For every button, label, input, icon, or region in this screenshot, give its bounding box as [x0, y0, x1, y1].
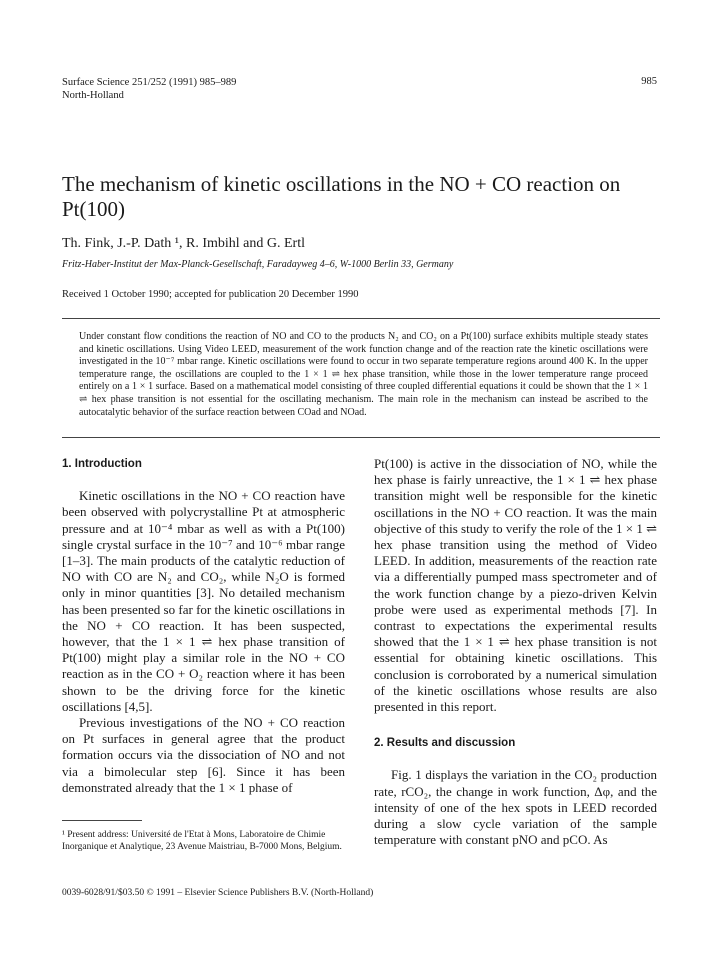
article-title: The mechanism of kinetic oscillations in the NO + CO reaction on Pt(100) — [62, 172, 621, 221]
column-left — [62, 456, 345, 796]
abstract-top-rule — [62, 318, 660, 319]
page-number: 985 — [641, 76, 657, 87]
paragraph: Kinetic oscillations in the NO + CO reaction have been observed with polycrystalline Pt at atmospheric pressure and at 10⁻⁴ mbar as well as with a Pt(100) single crystal surface in the 10⁻⁷ and 10⁻⁶ mbar range [1–3]. The main products of the catalytic reduction of NO with CO are N₂ and CO₂, while N₂O is formed only in minor quantities [3]. No detailed mechanism has been presented so far for the kinetic oscillations in the NO + CO reaction. It has been suspected, however, that the 1 × 1 ⇌ hex phase transition of Pt(100) might play a similar role in the NO + CO reaction as in the CO + O₂ reaction where it has been shown to be the driving force for the kinetic oscillations [4,5]. — [62, 488, 345, 714]
author-list: Th. Fink, J.-P. Dath ¹, R. Imbihl and G. Ertl — [62, 236, 305, 251]
paragraph: Previous investigations of the NO + CO reaction on Pt surfaces in general agree that the product formation occurs via the dissociation of NO and not via a bimolecular step [6]. Since it has been demonstrated already that the 1 × 1 phase of — [62, 715, 345, 795]
affiliation: Fritz-Haber-Institut der Max-Planck-Gesellschaft, Faradayweg 4–6, W-1000 Berlin 33, Germany — [62, 259, 454, 270]
journal-citation — [62, 76, 236, 102]
paragraph: Fig. 1 displays the variation in the CO₂ production rate, rCO₂, the change in work function, Δφ, and the intensity of one of the hex spots in LEED recorded during a slow cycle variation of the sample temperature with constant pNO and pCO. As — [374, 767, 657, 848]
column-right — [374, 456, 657, 848]
section-heading-introduction: 1. Introduction — [62, 458, 142, 470]
footnote: ¹ Present address: Université de l'Etat à Mons, Laboratoire de Chimie Inorganique et Analytique, 23 Avenue Maistriau, B-7000 Mons, Belgium. — [62, 830, 342, 852]
copyright-line: 0039-6028/91/$03.50 © 1991 – Elsevier Science Publishers B.V. (North-Holland) — [62, 888, 374, 898]
paragraph: Pt(100) is active in the dissociation of NO, while the hex phase is fairly unreactive, the 1 × 1 ⇌ hex phase transition might well be responsible for the kinetic oscillations in the NO + CO reaction. It was the main objective of this study to verify the role of the 1 × 1 ⇌ hex phase transition using the method of Video LEED. In addition, measurements of the reaction rate via a differentially pumped mass spectrometer and of the work function change by a piezo-driven Kelvin probe were used as experimental methods [7]. In contrast to expectations the experimental results showed that the 1 × 1 ⇌ hex phase transition is not essential for obtaining kinetic oscillations. This conclusion is corroborated by a numerical simulation of the kinetic oscillations whose results are also presented in this report. — [374, 456, 657, 715]
received-date: Received 1 October 1990; accepted for publication 20 December 1990 — [62, 289, 359, 300]
journal-line-2: North-Holland — [62, 90, 124, 101]
abstract-bottom-rule — [62, 437, 660, 438]
section-heading-results: 2. Results and discussion — [374, 737, 516, 750]
journal-line-1: Surface Science 251/252 (1991) 985–989 — [62, 77, 237, 88]
abstract: Under constant flow conditions the reaction of NO and CO to the products N₂ and CO₂ on a Pt(100) surface exhibits multiple steady states and kinetic oscillations. Using Video LEED, measurement of the work function change and of the reaction rate the kinetic oscillations were investigated in the 10⁻⁷ mbar range. Kinetic oscillations were found to occur in two separate temperature regions around 400 K. In the upper temperature range, the oscillations are coupled to the 1 × 1 ⇌ hex phase transition, while those in the lower temperature range proceed entirely on a 1 × 1 surface. Based on a mathematical model consisting of three coupled differential equations it could be shown that the 1 × 1 ⇌ hex phase transition is not essential for the oscillating mechanism. The main role in the mechanism can instead be ascribed to the autocatalytic behavior of the surface reaction between COad and NOad. — [79, 331, 648, 418]
footnote-rule — [62, 820, 142, 821]
